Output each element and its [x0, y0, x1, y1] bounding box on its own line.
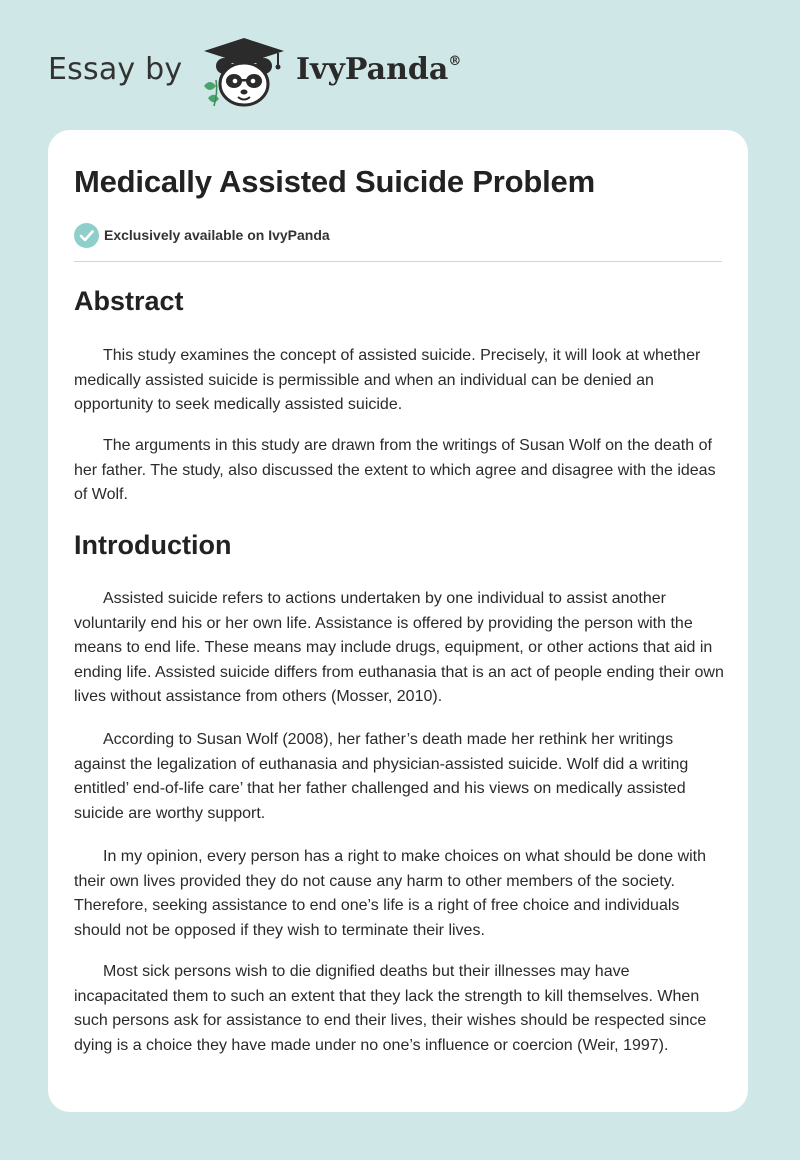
abstract-paragraph-1: This study examines the concept of assisted suicide. Precisely, it will look at whether medically assisted suicide is permissible and when an individual can be denied an opportunity to seek medically assisted suicide. — [74, 347, 701, 414]
section-heading-abstract: Abstract — [74, 286, 184, 316]
title-divider — [74, 261, 722, 262]
introduction-paragraph-4: Most sick persons wish to die dignified deaths but their illnesses may have incapacitated them to such an extent that they lack the strength to kill themselves. When such persons ask for assistance to end their lives, their wishes should be respected since dying is a choice they have made under no one’s influence or coercion (Weir, 1997). — [74, 963, 707, 1054]
page-title: Medically Assisted Suicide Problem — [74, 164, 595, 199]
essay-card — [48, 130, 748, 1112]
brand-name: IvyPanda® — [296, 52, 462, 87]
panda-logo-icon — [200, 36, 288, 108]
badge-label: Exclusively available on IvyPanda — [104, 227, 330, 243]
introduction-paragraph-1: Assisted suicide refers to actions undertaken by one individual to assist another voluntarily end his or her own life. Assistance is offered by providing the person with the means to end life. These means may include drugs, equipment, or other actions that aid in ending life. Assisted suicide differs from euthanasia that is an act of people ending their own lives without assistance from others (Mosser, 2010). — [74, 590, 724, 706]
introduction-paragraph-3: In my opinion, every person has a right to make choices on what should be done with their own lives provided they do not cause any harm to other members of the society. Therefore, seeking assistance to end one’s life is a right of free choice and individuals should not be opposed if they wish to terminate their lives. — [74, 848, 707, 939]
essay-by-label: Essay by — [48, 52, 183, 87]
introduction-paragraph-2: According to Susan Wolf (2008), her father’s death made her rethink her writings against the legalization of euthanasia and physician-assisted suicide. Wolf did a writing entitled’ end-of-life care’ that her father challenged and his views on medically assisted suicide are worthy support. — [74, 731, 689, 822]
check-circle-icon — [74, 223, 99, 248]
abstract-paragraph-2: The arguments in this study are drawn from the writings of Susan Wolf on the death of her father. The study, also discussed the extent to which agree and disagree with the ideas of Wolf. — [74, 437, 716, 504]
section-heading-introduction: Introduction — [74, 530, 232, 560]
exclusive-badge — [74, 222, 330, 248]
brand-header[interactable] — [48, 36, 508, 108]
